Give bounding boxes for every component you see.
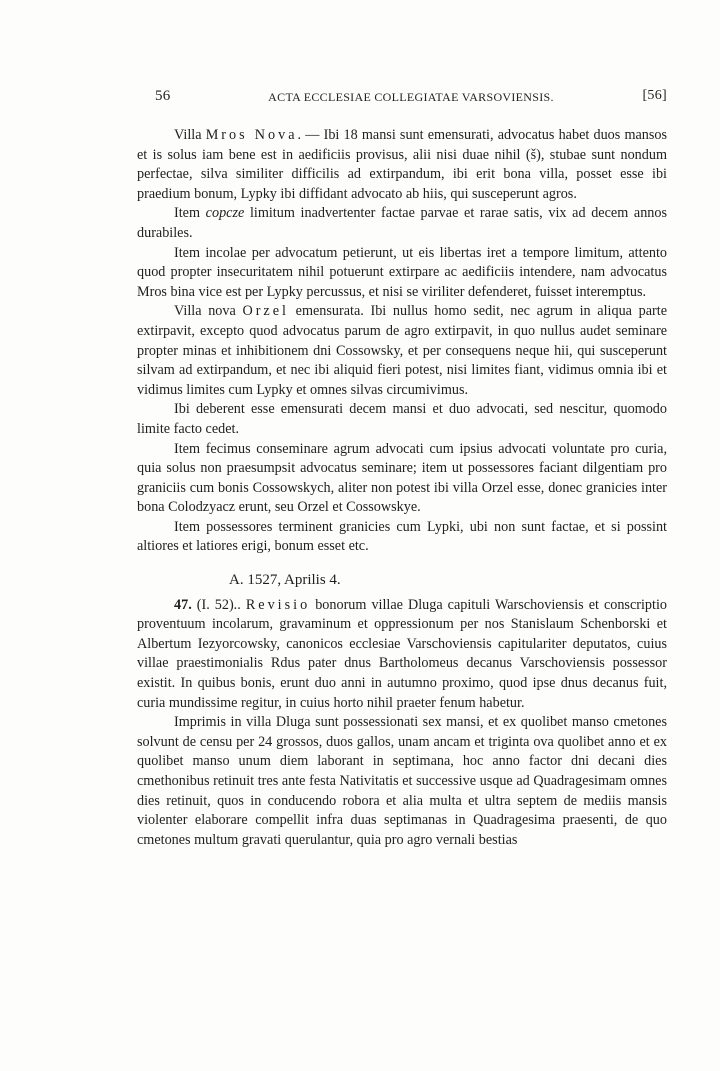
text-run: limitum inadvertenter factae parvae et rarae satis, vix ad decem annos durabiles. bbox=[137, 205, 668, 241]
paragraph-possessores: Item possessores terminent granicies cum Lypki, ubi non sunt factae, et si possint altiores et latiores erigi, bonum esset etc. bbox=[137, 518, 667, 555]
original-page-number: [56] bbox=[642, 88, 667, 103]
spaced-place-name: Orzel bbox=[242, 303, 289, 320]
entry-date: A. 1527, Aprilis 4. bbox=[229, 572, 341, 589]
running-title: ACTA ECCLESIAE COLLEGIATAE VARSOVIENSIS. bbox=[268, 90, 554, 104]
spaced-place-name: Mros Nova bbox=[205, 127, 298, 143]
paragraph-deberent: Ibi deberent esse emensurati decem mansi et duo advocati, sed nescitur, quomodo limite facto cedet. bbox=[137, 401, 667, 437]
paragraph-orzel bbox=[137, 302, 667, 400]
text-run: bonorum villae Dluga capituli Warschoviensis et conscriptio proventuum incolarum, gravaminum et oppressionum per nos Stanislaum Schenborski et Albertum Iezyorcowsky, canonicos ecclesiae Varschoviensis capitulariter deputatos, cuius villae praestimonialis Rdus pater dnus Bartholomeus decanus Varschoviensis possessor existit. In quibus bonis, erunt duo anni in autumno proximo, quod ipse dnus decanus fuit, curia mundissime regitur, in cuius horto nihil praeter fenum habetur. bbox=[137, 596, 667, 711]
italic-word: copcze bbox=[205, 205, 245, 222]
paragraph-entry-47 bbox=[137, 596, 667, 714]
paragraph-imprimis: Imprimis in villa Dluga sunt possessionati sex mansi, et ex quolibet manso cmetones solvunt de censu per 24 grossos, duos gallos, unam ancam et triginta ova quolibet anno et ex quolibet manso unum diem laborant in septimana, hoc anno factor dni decani dies cmethonibus retinuit tres ante festa Nativitatis et successive usque ad Quadragesimam omnes dies retinuit, quos in conducendo robora et alia multa et ultra septem de mediis mansis violenter elaborare compellit infra duas septimanas in Quadragesima praesenti, de quo cmetones multum gravati querulantur, quia pro agro vernali bestias bbox=[137, 714, 667, 848]
entry-reference: (I. 52).. bbox=[191, 596, 246, 613]
text-run: Villa nova bbox=[174, 303, 243, 320]
spaced-word: Revisio bbox=[245, 596, 311, 613]
text-body bbox=[137, 126, 667, 850]
running-header bbox=[155, 88, 667, 112]
text-run: Item bbox=[174, 205, 206, 222]
text-run: Villa bbox=[174, 127, 206, 143]
entry-number: 47. bbox=[174, 596, 192, 613]
paragraph-mros-nova bbox=[137, 126, 667, 204]
paragraph-conseminare: Item fecimus conseminare agrum advocati cum ipsius advocati voluntate pro curia, quia solus non praesumpsit advocatus seminare; item ut possessores faciant dilgentiam pro graniciis cum bonis Cossowskych, aliter non potest ibi villa Orzel esse, donec granicies inter bona Colodzyacz erunt, seu Orzel et Cossowskye. bbox=[137, 440, 667, 516]
paragraph-incolae: Item incolae per advocatum petierunt, ut eis libertas iret a tempore limitum, attento quod propter insecuritatem nihil potuerunt extirpare ac aedificiis intendere, nam advocatus Mros bina vice est per Lypky percussus, et nisi se viriliter defenderet, fuisset interemptus. bbox=[137, 244, 667, 300]
page-number: 56 bbox=[155, 88, 171, 104]
text-run: emensurata. Ibi nullus homo sedit, nec agrum in aliqua parte extirpavit, excepto quod advocatus parum de agro extirpavit, in quo nullus audet seminare propter minas et inhibitionem dni Cossowsky, et per consequens neque hii, qui susceperunt silvam ad extirpandum, et nec ibi aliquid fieri potest, nisi limites fiant, vidimus omnia ibi et vidimus limites cum Lypky et omnes silvas circumivimus. bbox=[137, 303, 667, 398]
text-run: . — Ibi 18 mansi sunt emensurati, advocatus habet duos mansos et is solus iam bene est in aedificiis provisus, alii nisi duae nihil (š), stubae sunt nondum perfectae, silva similiter difficilis ad extirpandum, ibi erit bona villa, posset esse ibi praedium bonum, Lypky ibi diffidant advocato ab hiis, qui susceperunt agros. bbox=[137, 127, 668, 202]
paragraph-copcze bbox=[137, 204, 667, 243]
